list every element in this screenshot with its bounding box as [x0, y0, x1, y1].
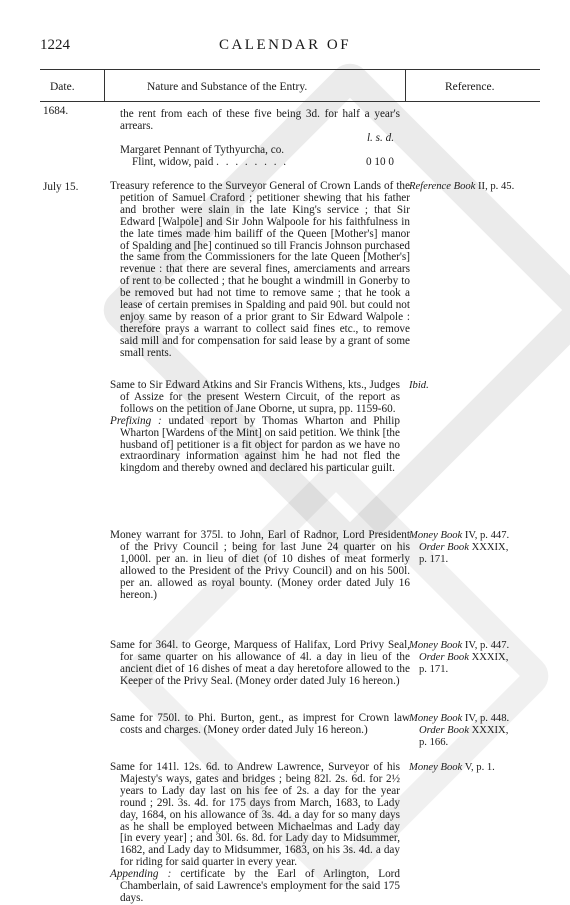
entry-date: 1684.	[43, 105, 69, 117]
entry-text: Same to Sir Edward Atkins and Sir Francis Withens, kts., Judges of Assize for the present Western Circuit, of the report as follows on the petition of Jane Oborne, ut supra, pp. 1159-60.	[110, 379, 400, 415]
entry-text: Same for 364l. to George, Marquess of Halifax, Lord Privy Seal, for same quarter on his allowance of 4l. a day in lieu of the ancient diet of 16 dishes of meat a day heretofore allowed to the Keeper of the Privy Seal. (Money order dated July 16 hereon.)	[110, 639, 410, 687]
reference-book: Order Book	[419, 724, 469, 736]
note-label: Appending :	[110, 868, 172, 881]
entry-text: Treasury reference to the Surveyor General of Crown Lands of the petition of Samuel Craford ; petitioner shewing that his father and brother were slain in the late King's service ; that Sir Edward [Walpole] and Sir John Walpoole for his faithfulness in the late times made him bailiff of the Queen [Mother's] manor of Spalding and [he] continued so till Francis Johnson purchased the same from the Commissioners for the late Queen [Mother's] revenue : that there are several fines, amerciaments and arrears of rent to be collected ; that he bought a windmill in Gonerby to be removed but had not time to remove same ; that he took a lease of certain premises in Spalding and paid 90l. but could not enjoy same by reason of a prior grant to Sir Edward Walpole : therefore prays a warrant to collect said fines etc., to remove said mill and for compensation for said lease by a grant of some small rents.	[110, 180, 410, 359]
entry-text: Same for 750l. to Phi. Burton, gent., as imprest for Crown law costs and charges. (Money order dated July 16 hereon.)	[110, 712, 410, 736]
reference-page: XXXIX,	[468, 724, 509, 736]
entry-note	[110, 416, 400, 476]
running-title: CALENDAR OF	[218, 37, 352, 53]
reference-book: Reference Book	[409, 181, 476, 192]
header-bottom-rule	[40, 101, 540, 102]
column-header-reference: Reference.	[445, 81, 495, 93]
date-column-divider	[104, 69, 105, 102]
note-text: undated report by Thomas Wharton and Philip Wharton [Wardens of the Mint] on said petition. We think [the husband of] petitioner is a fit object for pardon as we have no extraordinary information against him he had not fled the kingdom and thereby owned and declared his particular guilt.	[120, 414, 400, 475]
entry	[110, 380, 400, 475]
reference-page: XXXIX,	[468, 651, 509, 663]
reference-page: IV, p. 447.	[462, 640, 510, 651]
entry-reference	[409, 640, 539, 676]
entry-reference	[409, 181, 539, 193]
reference-book: Money Book	[409, 640, 463, 651]
reference-book: Order Book	[419, 651, 469, 663]
note-label: Prefixing :	[110, 414, 162, 427]
entry	[110, 762, 400, 905]
currency-header: l. s. d.	[366, 131, 394, 144]
reference-page: p. 171.	[419, 553, 449, 565]
entry-text: the rent from each of these five being 3d. for half a year's arrears.	[120, 108, 400, 132]
amount-row	[110, 157, 400, 169]
reference-page: IV, p. 448.	[462, 713, 510, 724]
leader-dots: . . . . . . . .	[216, 155, 289, 168]
reference-page: II, p. 45.	[475, 181, 515, 192]
reference-page: p. 171.	[419, 663, 449, 675]
amount-value: 0 10 0	[366, 155, 394, 168]
reference-book: Order Book	[419, 541, 469, 553]
reference-column-divider	[405, 69, 406, 102]
entry-reference	[409, 713, 539, 749]
entry-reference	[409, 530, 539, 566]
entry-reference: Ibid.	[409, 380, 429, 391]
reference-page: p. 166.	[419, 736, 449, 748]
entry-text: Margaret Pennant of Tythyurcha, co.	[120, 143, 285, 156]
column-header-nature: Nature and Substance of the Entry.	[147, 81, 308, 93]
note-text: certificate by the Earl of Arlington, Lord Chamberlain, of said Lawrence's employment for the said 175 days.	[120, 868, 401, 904]
column-header-date: Date.	[50, 81, 75, 93]
entry-text: Same for 141l. 12s. 6d. to Andrew Lawrence, Surveyor of his Majesty's ways, gates and bridges ; being 82l. 2s. 6d. for 2½ years to Lady day last on his fee of 2s. a day for the year round ; 29l. 3s. 4d. for 175 days from March, 1683, to Lady day, 1684, on his allowance of 3s. 4d. a day for so many days as he shall be employed between Michaelmas and Lady day [in every year] ; and 30l. 6s. 8d. for Lady day to Midsummer, 1682, and Lady day to Midsummer, 1683, on his 3s. 4d. a day for riding for said quarter in every year.	[110, 761, 400, 869]
reference-page: XXXIX,	[468, 541, 509, 553]
entry-text: Flint, widow, paid	[132, 155, 214, 168]
entry-text: Money warrant for 375l. to John, Earl of Radnor, Lord President of the Privy Council ; being for last June 24 quarter on his 1,000l. per an. in lieu of diet (of 10 dishes of meat formerly allowed to the President of the Privy Council) and on his 500l. per an. allowed as royal bounty. (Money order dated July 16 hereon.)	[110, 529, 410, 601]
page-number: 1224	[40, 37, 70, 53]
reference-page: V, p. 1.	[462, 762, 495, 773]
entry-reference	[409, 762, 539, 774]
entry-date: July 15.	[43, 181, 79, 193]
reference-book: Money Book	[409, 530, 463, 541]
reference-book: Money Book	[409, 713, 463, 724]
reference-page: IV, p. 447.	[462, 530, 510, 541]
entry-continuation	[110, 109, 400, 169]
table-top-rule	[40, 69, 540, 70]
reference-book: Money Book	[409, 762, 463, 773]
